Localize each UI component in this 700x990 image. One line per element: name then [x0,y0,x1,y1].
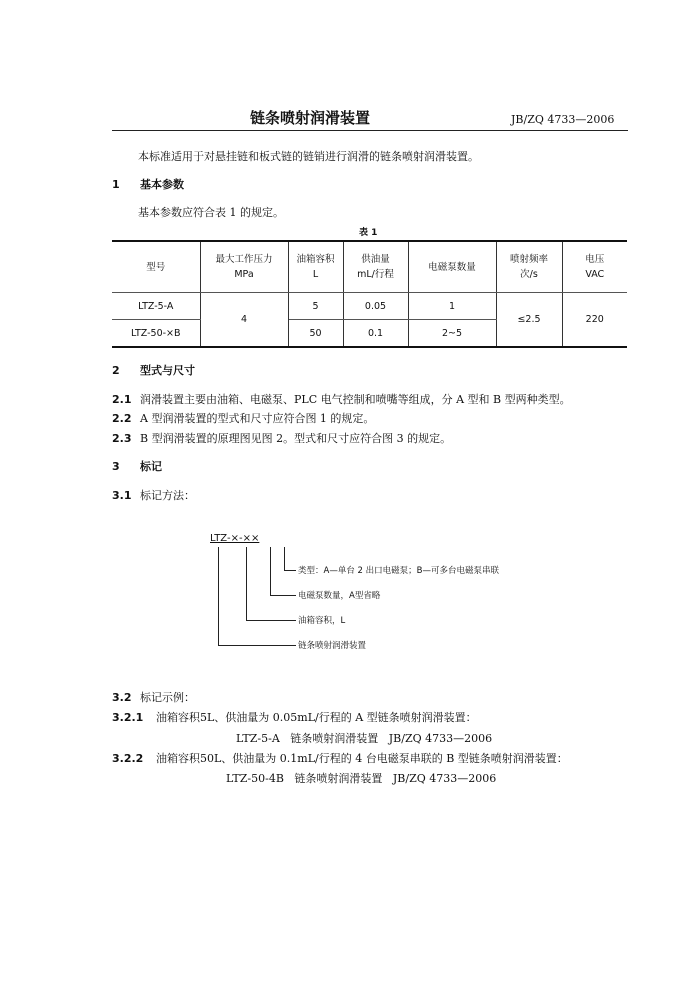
page-title: 链条喷射润滑装置 [250,109,371,127]
example-mark-2: LTZ-50-4B 链条喷射润滑装置 JB/ZQ 4733—2006 [226,772,497,785]
leader-tank-horizontal [246,620,296,621]
clause-2-1: 2.1 润滑装置主要由油箱、电磁泵、PLC 电气控制和喷嘴等组成，分 A 型和 B 型两种类型。 [112,393,571,406]
col-header-oil-supply: 供油量 mL/行程 [343,241,408,293]
clause-3-2-1: 3.2.1 油箱容积5L、供油量为 0.05mL/行程的 A 型链条喷射润滑装置： [112,711,477,724]
section-3-title: 标记 [140,460,162,473]
cell-pressure: 4 [200,293,288,348]
label-pump-count: 电磁泵数量，A型省略 [298,591,381,601]
clause-2-2: 2.2 A 型润滑装置的型式和尺寸应符合图 1 的规定。 [112,412,375,425]
leader-device-vertical [218,547,219,645]
cell-voltage: 220 [562,293,627,348]
label-tank-volume: 油箱容积，L [298,616,346,626]
section-1-number: 1 [112,178,120,191]
clause-3-1: 3.1 标记方法： [112,489,195,502]
cell-pump-count: 1 [408,293,496,320]
intro-text: 本标准适用于对悬挂链和板式链的链销进行润滑的链条喷射润滑装置。 [138,150,479,163]
header-rule [112,130,628,131]
col-header-pressure: 最大工作压力 MPa [200,241,288,293]
table-header-row [112,241,627,293]
leader-tank-vertical [246,547,247,620]
section-1-text: 基本参数应符合表 1 的规定。 [138,206,284,219]
example-mark-1: LTZ-5-A 链条喷射润滑装置 JB/ZQ 4733—2006 [236,732,493,745]
section-1-title: 基本参数 [140,178,184,191]
col-header-tank-volume: 油箱容积 L [288,241,343,293]
section-3-heading [112,458,162,474]
cell-oil-supply: 0.1 [343,320,408,348]
standard-number: JB/ZQ 4733—2006 [511,113,615,126]
clause-3-2-2: 3.2.2 油箱容积50L、供油量为 0.1mL/行程的 4 台电磁泵串联的 B 型链条喷射润滑装置： [112,752,568,765]
cell-tank-volume: 5 [288,293,343,320]
cell-oil-supply: 0.05 [343,293,408,320]
leader-type-vertical [284,547,285,570]
cell-pump-count: 2~5 [408,320,496,348]
label-type: 类型：A—单台 2 出口电磁泵；B—可多台电磁泵串联 [298,566,499,576]
cell-model: LTZ-5-A [112,293,200,320]
label-device-name: 链条喷射润滑装置 [298,641,367,651]
designation-code: LTZ-×-×× [210,533,260,544]
section-1-heading [112,176,184,192]
section-2-heading [112,362,195,378]
clause-2-3: 2.3 B 型润滑装置的原理图见图 2。型式和尺寸应符合图 3 的规定。 [112,432,452,445]
col-header-voltage: 电压 VAC [562,241,627,293]
cell-spray-frequency: ≤2.5 [496,293,562,348]
col-header-pump-count: 电磁泵数量 [408,241,496,293]
parameter-table [112,240,627,348]
section-2-number: 2 [112,364,120,377]
section-3-number: 3 [112,460,120,473]
table-row [112,293,627,320]
clause-3-2: 3.2 标记示例： [112,691,195,704]
leader-pump-horizontal [270,595,296,596]
col-header-spray-frequency: 喷射频率 次/s [496,241,562,293]
leader-pump-vertical [270,547,271,595]
cell-tank-volume: 50 [288,320,343,348]
col-header-model: 型号 [112,241,200,293]
leader-device-horizontal [218,645,296,646]
cell-model: LTZ-50-×B [112,320,200,348]
section-2-title: 型式与尺寸 [140,364,195,377]
table-caption: 表 1 [359,228,378,238]
leader-type-horizontal [284,570,296,571]
